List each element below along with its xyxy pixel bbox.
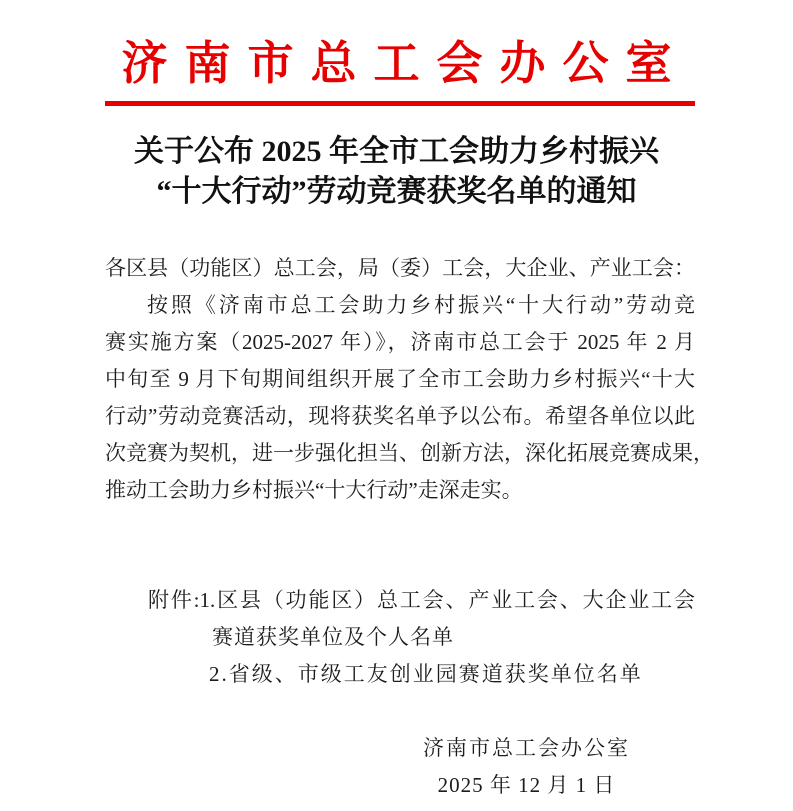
document-title-line-1: 关于公布 2025 年全市工会助力乡村振兴 — [134, 135, 659, 168]
body-line: 中旬至 9 月下旬期间组织开展了全市工会助力乡村振兴“十大 — [105, 367, 695, 391]
body-line: 次竞赛为契机，进一步强化担当、创新方法，深化拓展竞赛成果， — [105, 441, 714, 465]
letterhead-org-name: 济南市总工会办公室 — [121, 38, 689, 89]
document-title-line-2: “十大行动”劳动竞赛获奖名单的通知 — [156, 175, 637, 208]
attachment-item-1-line-1: 附件:1.区县（功能区）总工会、产业工会、大企业工会 — [148, 588, 695, 612]
attachment-item-2: 2.省级、市级工友创业园赛道获奖单位名单 — [209, 662, 643, 686]
signature-block — [423, 730, 630, 804]
document-title — [0, 132, 793, 212]
body-line: 推动工会助力乡村振兴“十大行动”走深走实。 — [105, 478, 523, 502]
salutation-line: 各区县（功能区）总工会，局（委）工会，大企业、产业工会： — [105, 256, 695, 280]
attachments-section — [105, 582, 695, 693]
body-line: 行动”劳动竞赛活动，现将获奖名单予以公布。希望各单位以此 — [105, 404, 695, 428]
signature-org-name: 济南市总工会办公室 — [423, 736, 630, 760]
body-line: 赛实施方案（2025-2027 年）》，济南市总工会于 2025 年 2 月 — [105, 330, 695, 354]
signature-date: 2025 年 12 月 1 日 — [437, 773, 616, 797]
body-paragraphs — [105, 250, 714, 509]
letterhead-divider-line — [105, 101, 695, 106]
attachment-item-1-line-2: 赛道获奖单位及个人名单 — [212, 625, 454, 649]
body-line: 按照《济南市总工会助力乡村振兴“十大行动”劳动竞 — [147, 293, 695, 317]
